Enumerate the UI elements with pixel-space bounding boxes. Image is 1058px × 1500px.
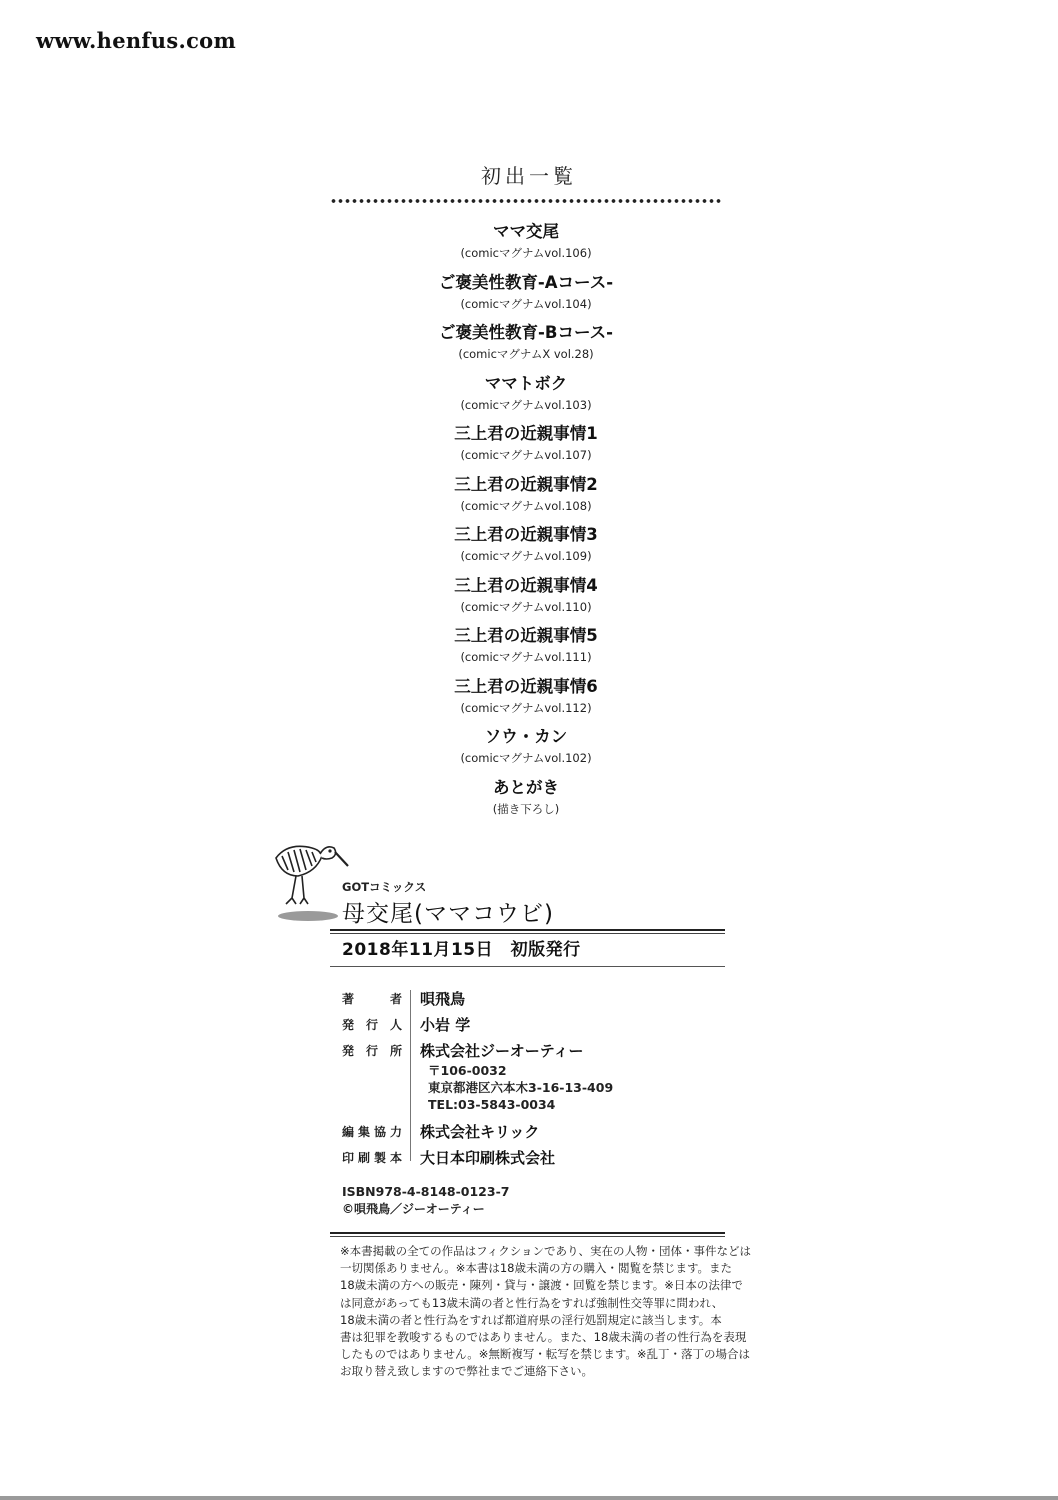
story-title: あとがき [493,777,559,797]
dotted-divider [330,198,722,204]
story-title: ソウ・カン [484,727,568,746]
story-title: 三上君の近親事情2 [454,474,598,494]
bird-logo-icon [268,832,350,924]
notice-line: 書は犯罪を教唆するものではありません。また、18歳未満の者の性行為を表現 [340,1330,747,1345]
story-source: (comicマグナムvol.111) [460,650,592,664]
story-source: (comicマグナムvol.104) [460,296,592,311]
story-title: 三上君の近親事情6 [454,676,598,696]
story-title: 三上君の近親事情5 [454,626,598,645]
story-title: 三上君の近親事情4 [454,575,598,595]
story-source: (comicマグナムvol.102) [460,751,592,765]
story-title: 三上君の近親事情3 [454,525,598,544]
list-item [330,271,722,322]
story-title: ママトボク [484,373,568,393]
copyright: ©唄飛鳥／ジーオーティー [342,1202,485,1216]
list-item [330,372,722,423]
credit-label: 発行人 [342,1018,402,1032]
notice-line: 一切関係ありません。※本書は18歳未満の方の購入・閲覧を禁じます。また [340,1261,733,1276]
credit-value: 株式会社キリック [420,1123,540,1141]
story-title: ご褒美性教育-Aコース- [438,272,614,292]
credit-label: 著者 [342,992,402,1006]
divider [330,933,725,934]
list-item [330,473,722,524]
first-appearance-heading: 初出一覧 [481,164,577,188]
story-source: (描き下ろし) [492,801,560,816]
story-source: (comicマグナムvol.110) [460,599,592,614]
divider [330,929,725,931]
book-title: 母交尾(ママコウビ) [342,901,554,927]
notice-line: したものではありません。※無断複写・転写を禁じます。※乱丁・落丁の場合は [340,1347,751,1362]
story-source: (comicマグナムvol.112) [460,700,592,715]
list-item [330,220,722,271]
credit-label: 印刷製本 [342,1151,402,1165]
story-source: (comicマグナムvol.103) [460,397,592,412]
story-title: ママ交尾 [493,222,559,241]
address: 東京都港区六本木3-16-13-409 [428,1080,614,1095]
notice-line: ※本書掲載の全ての作品はフィクションであり、実在の人物・団体・事件などは [340,1244,751,1258]
notice-line: は同意があっても13歳未満の者と性行為をすれば強制性交等罪に問われ、 [340,1295,724,1310]
credit-label: 編集協力 [342,1125,402,1139]
story-source: (comicマグナムvol.107) [460,448,592,462]
notice-line: 18歳未満の者と性行為をすれば都道府県の淫行処罰規定に該当します。本 [340,1312,722,1327]
site-watermark: www.henfus.com [36,28,236,53]
credit-value: 小岩 学 [420,1016,471,1034]
first-appearance-list [330,220,722,826]
divider [330,1232,725,1234]
credit-value: 大日本印刷株式会社 [420,1149,556,1167]
story-title: ご褒美性教育-Bコース- [439,323,613,342]
page-edge [0,1496,1058,1500]
notice-line: お取り替え致しますので弊社までご連絡下さい。 [340,1364,593,1379]
list-item [330,776,722,827]
notice-line: 18歳未満の方への販売・陳列・貸与・譲渡・回覧を禁じます。※日本の法律で [340,1278,743,1293]
divider [410,990,411,1161]
credit-label: 発行所 [342,1044,402,1058]
story-source: (comicマグナムvol.106) [460,246,592,260]
story-title: 三上君の近親事情1 [454,424,598,443]
list-item [330,574,722,625]
list-item [330,523,722,574]
imprint-label: GOTコミックス [342,880,427,894]
isbn: ISBN978-4-8148-0123-7 [342,1184,510,1199]
list-item [330,725,722,776]
release-date: 2018年11月15日 初版発行 [342,940,581,960]
divider [330,966,725,967]
credit-value: 株式会社ジーオーティー [420,1042,584,1060]
story-source: (comicマグナムX vol.28) [458,347,594,361]
list-item [330,675,722,726]
list-item [330,422,722,473]
story-source: (comicマグナムvol.108) [460,498,592,513]
credit-value: 唄飛鳥 [420,990,466,1008]
divider [330,1236,725,1237]
postal-code: 〒106-0032 [428,1063,507,1078]
story-source: (comicマグナムvol.109) [460,549,592,563]
list-item [330,624,722,675]
phone: TEL:03-5843-0034 [428,1097,556,1112]
list-item [330,321,722,372]
legal-notice [340,1243,751,1381]
